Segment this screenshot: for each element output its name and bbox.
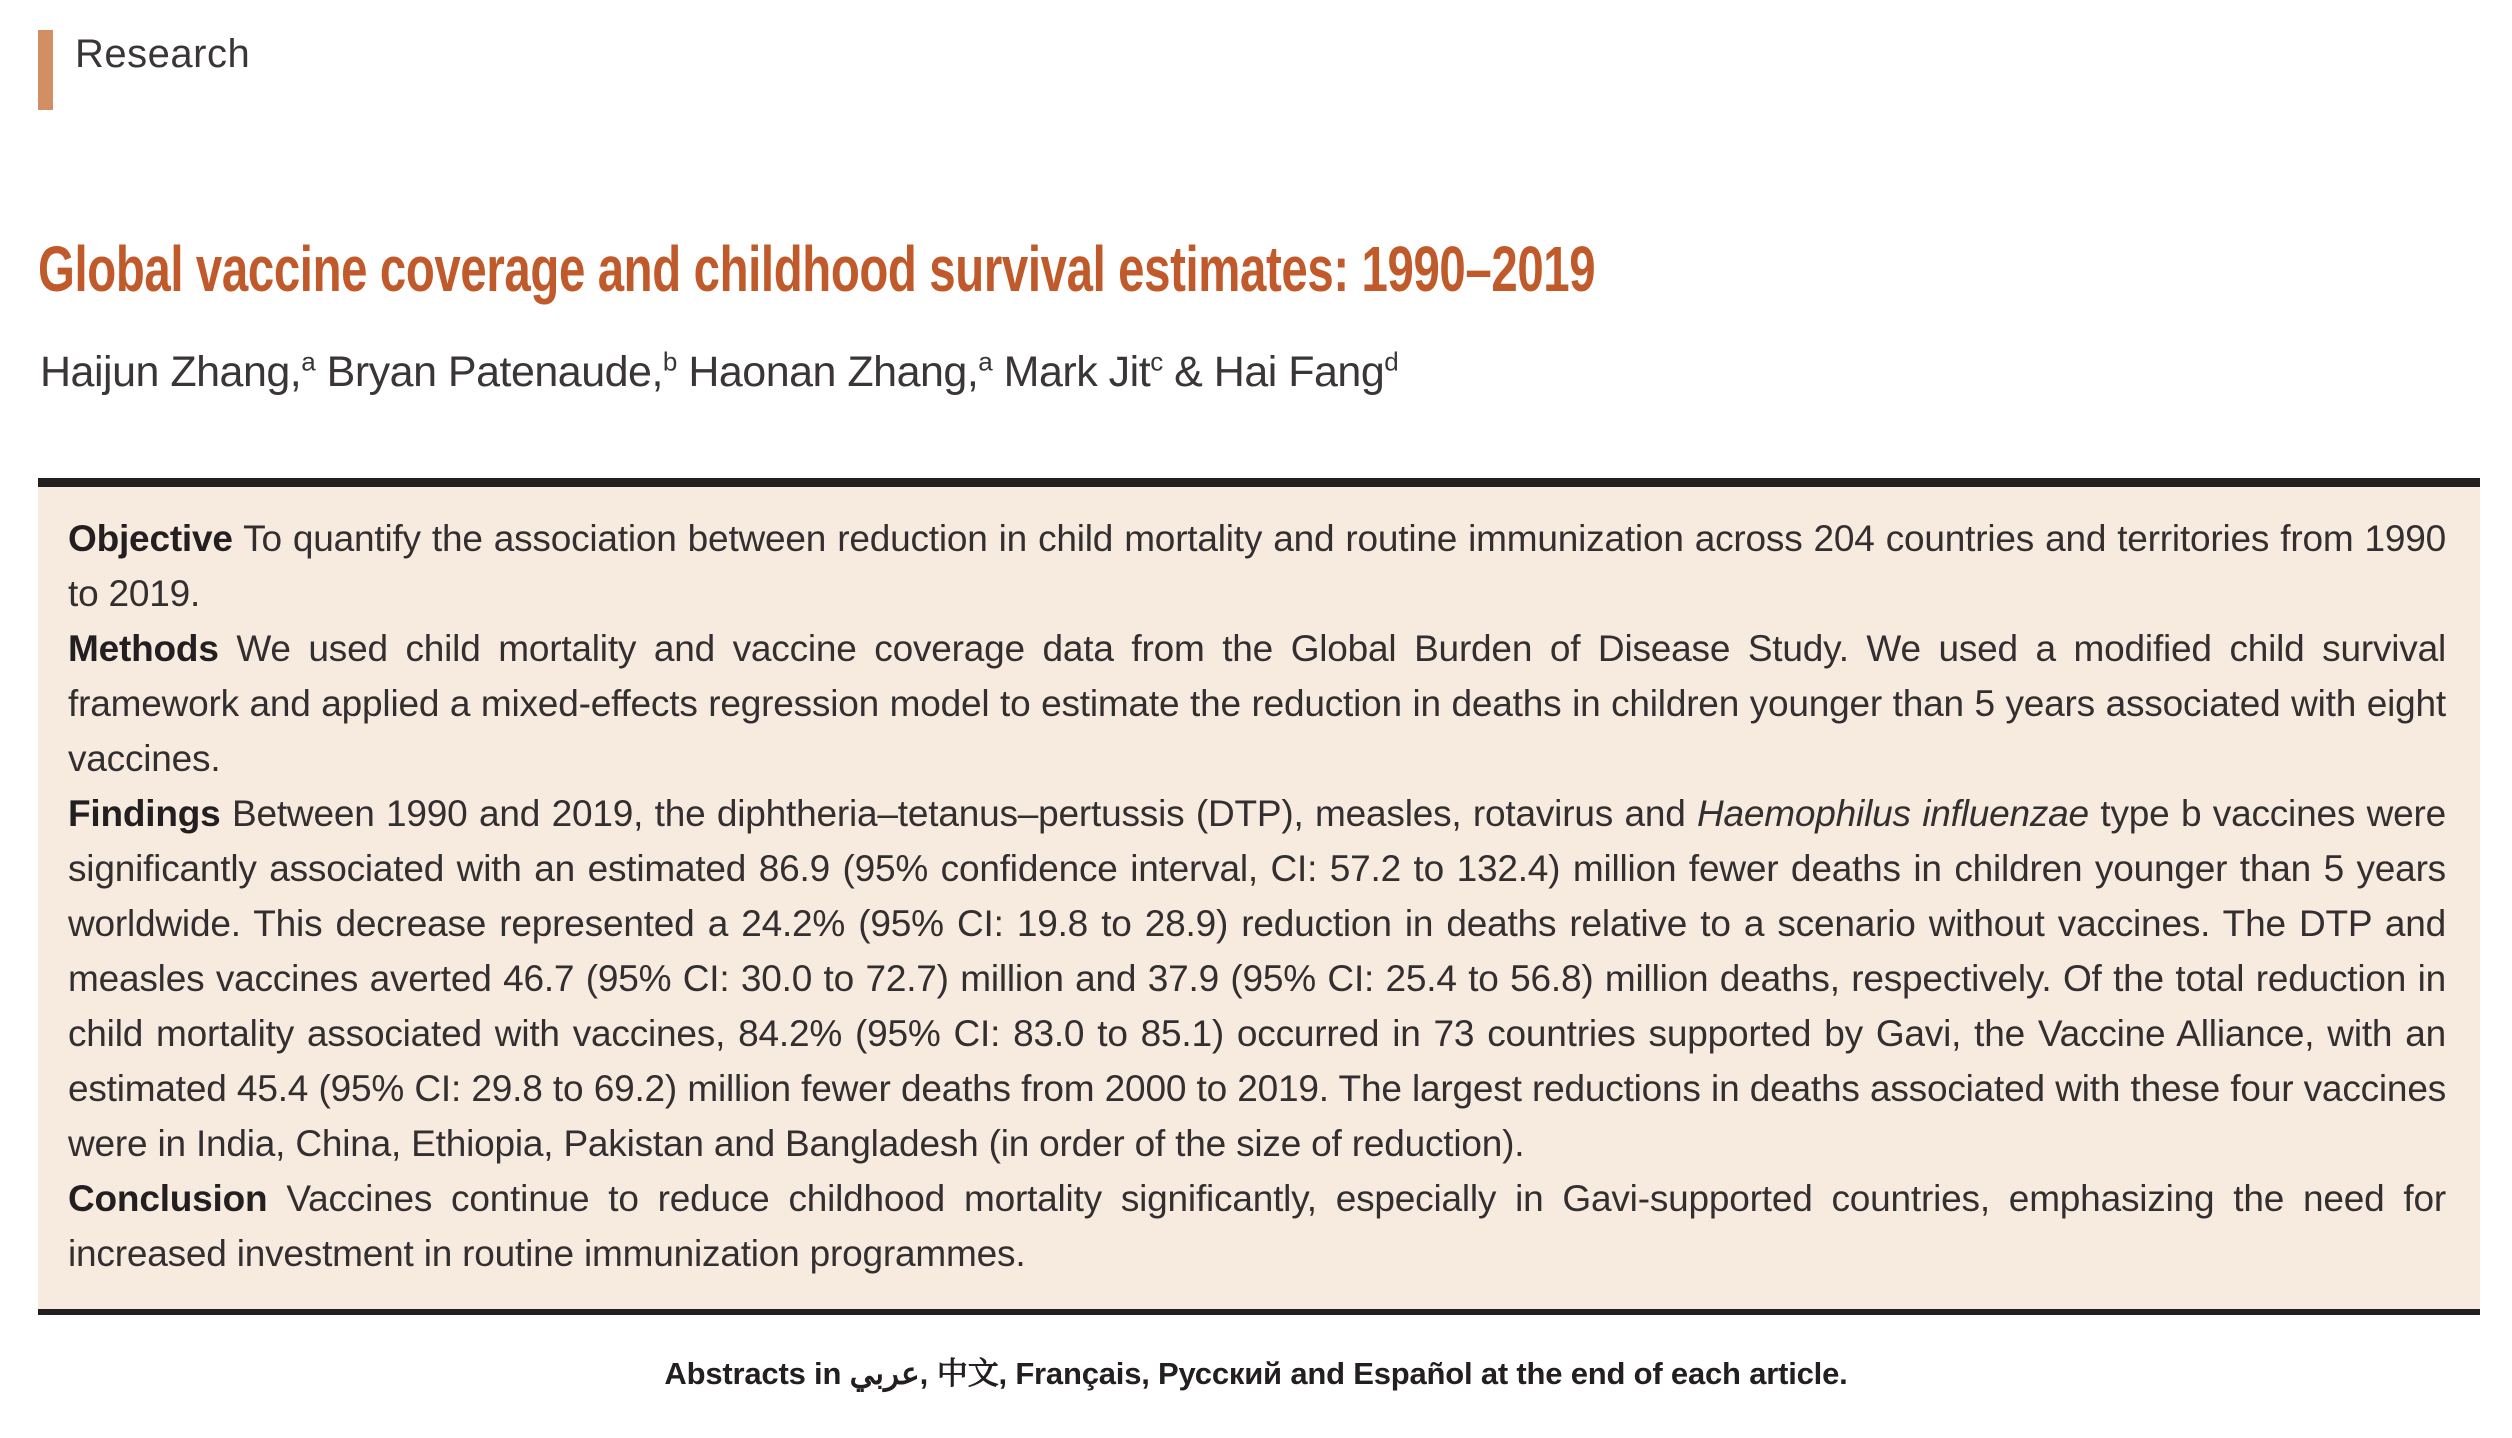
abstract-languages-note: Abstracts in عربي, 中文, Français, Русский and Español at the end of each article. [664,1356,1848,1391]
author-name: Bryan Patenaude,$^b$ [315,346,677,396]
abstract-section-label: Objective [68,518,233,559]
abstract-box [38,478,2480,1315]
abstract-section-label: Conclusion [68,1178,268,1219]
abstract-section-label: Findings [68,793,221,834]
author-byline [40,348,1398,397]
author-name: & Hai Fang$^d$ [1162,346,1399,396]
abstract-text: To quantify the association between reduction in child mortality and routine immunization across 204 countries and territories from 1990 to 2019. [68,518,2446,614]
affiliation-superscript: c [1150,346,1163,377]
abstract-section-label: Methods [68,628,219,669]
author-name: Mark Jit$^c$ [992,346,1163,396]
affiliation-superscript: d [1384,346,1399,377]
affiliation-superscript: a [978,346,993,377]
abstract-text: We used child mortality and vaccine coverage data from the Global Burden of Disease Study. We used a modified child survival framework and applied a mixed-effects regression model to estimate the reduction in deaths in children younger than 5 years associated with eight vaccines. [68,628,2446,779]
journal-section-label: Research [75,32,251,76]
abstract-text: Between 1990 and 2019, the diphtheria–tetanus–pertussis (DTP), measles, rotavirus and [232,793,1698,834]
abstract-section [68,1171,2446,1281]
affiliation-superscript: a [301,346,316,377]
abstract-text: Vaccines continue to reduce childhood mortality significantly, especially in Gavi-supported countries, emphasizing the need for increased investment in routine immunization programmes. [68,1178,2446,1274]
abstract-text: type b vaccines were significantly associated with an estimated 86.9 (95% confidence interval, CI: 57.2 to 132.4) million fewer deaths in children younger than 5 years worldwide. This decrease represented a 24.2% (95% CI: 19.8 to 28.9) reduction in deaths relative to a scenario without vaccines. The DTP and measles vaccines averted 46.7 (95% CI: 30.0 to 72.7) million and 37.9 (95% CI: 25.4 to 56.8) million deaths, respectively. Of the total reduction in child mortality associated with vaccines, 84.2% (95% CI: 83.0 to 85.1) occurred in 73 countries supported by Gavi, the Vaccine Alliance, with an estimated 45.4 (95% CI: 29.8 to 69.2) million fewer deaths from 2000 to 2019. The largest reductions in deaths associated with these four vaccines were in India, China, Ethiopia, Pakistan and Bangladesh (in order of the size of reduction). [68,793,2446,1164]
page-header [38,30,250,110]
author-name: Haijun Zhang,$^a$ [40,346,316,396]
section-accent-bar [38,30,53,110]
affiliation-superscript: b [662,346,677,377]
abstract-text-italic: Haemophilus influenzae [1697,793,2089,834]
abstract-section [68,786,2446,1171]
abstract-section [68,621,2446,786]
article-title: Global vaccine coverage and childhood survival estimates: 1990–2019 [38,233,1596,305]
author-name: Haonan Zhang,$^a$ [676,346,993,396]
abstract-section [68,511,2446,621]
